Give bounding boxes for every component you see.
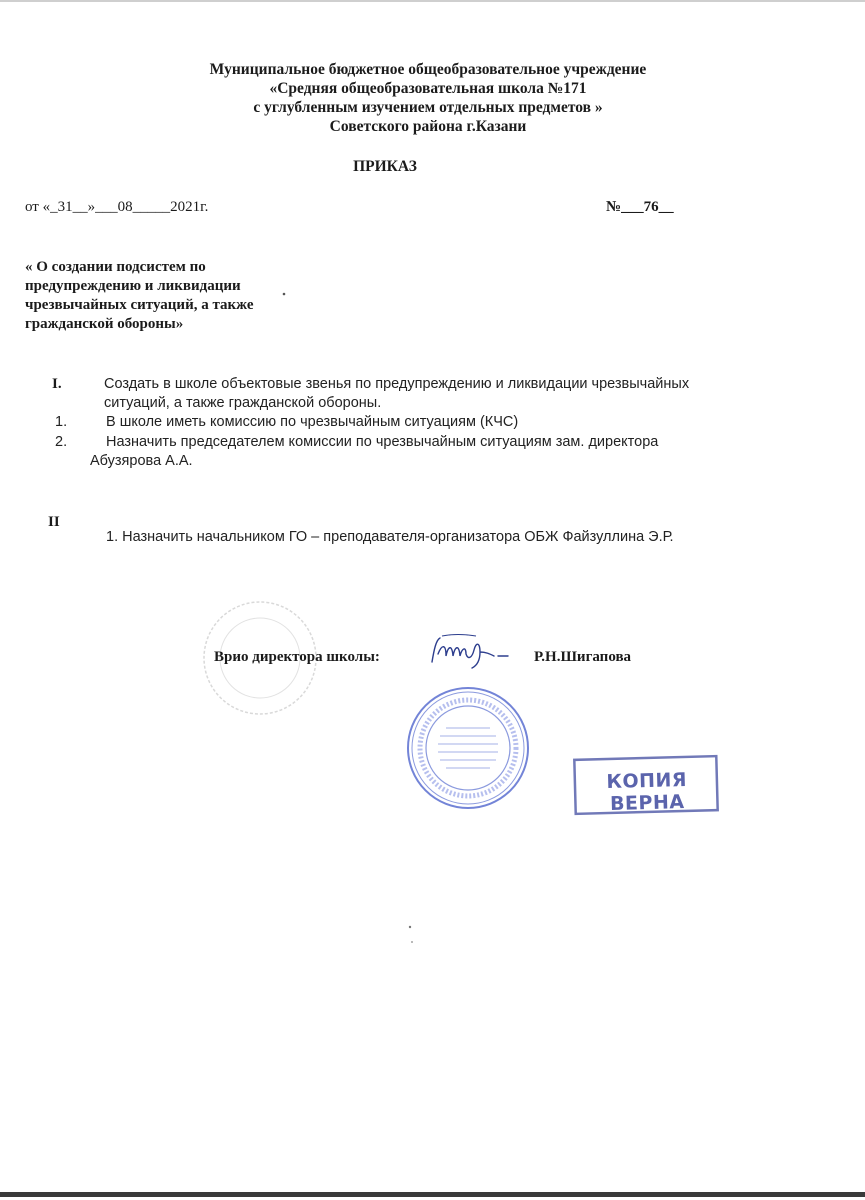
copy-stamp-text: КОПИЯ ВЕРНА bbox=[606, 768, 688, 815]
document-title: ПРИКАЗ bbox=[353, 158, 417, 175]
subject-line-2: предупреждению и ликвидации bbox=[25, 278, 241, 294]
section-1-numeral: I. bbox=[52, 376, 62, 392]
header-line-2: «Средняя общеобразовательная школа №171 bbox=[269, 80, 587, 97]
section-1-item-1-number: 1. bbox=[55, 414, 68, 430]
header-line-1: Муниципальное бюджетное общеобразовательное учреждение bbox=[209, 61, 647, 78]
section-1-text: Создать в школе объектовые звенья по предупреждению и ликвидации чрезвычайных ситуаций, а также гражданской обороны. bbox=[104, 376, 690, 411]
header-line-3: с углубленным изучением отдельных предметов » bbox=[253, 99, 603, 116]
subject-line-3: чрезвычайных ситуаций, а также bbox=[25, 297, 254, 313]
section-1-item-1-text: В школе иметь комиссию по чрезвычайным ситуациям (КЧС) bbox=[106, 414, 519, 430]
section-2-text: 1. Назначить начальником ГО – преподавателя-организатора ОБЖ Файзуллина Э.Р. bbox=[106, 529, 674, 545]
order-date: от «_31__»___08_____2021г. bbox=[25, 199, 209, 215]
scan-edge-bottom bbox=[0, 1192, 865, 1197]
section-1-item-2-continuation: Абузярова А.А. bbox=[90, 453, 193, 469]
subject-line-1: « О создании подсистем по bbox=[25, 259, 206, 275]
signature-label: Врио директора школы: bbox=[214, 649, 380, 665]
section-1-item-2-number: 2. bbox=[55, 434, 68, 450]
director-name: Р.Н.Шигапова bbox=[534, 649, 632, 665]
subject-line-4: гражданской обороны» bbox=[25, 316, 184, 332]
order-number: №___76__ bbox=[606, 199, 674, 215]
section-1-item-2-text: Назначить председателем комиссии по чрезвычайным ситуациям зам. директора bbox=[106, 434, 659, 450]
section-2-numeral: II bbox=[48, 514, 60, 530]
header-line-4: Советского района г.Казани bbox=[329, 118, 527, 135]
